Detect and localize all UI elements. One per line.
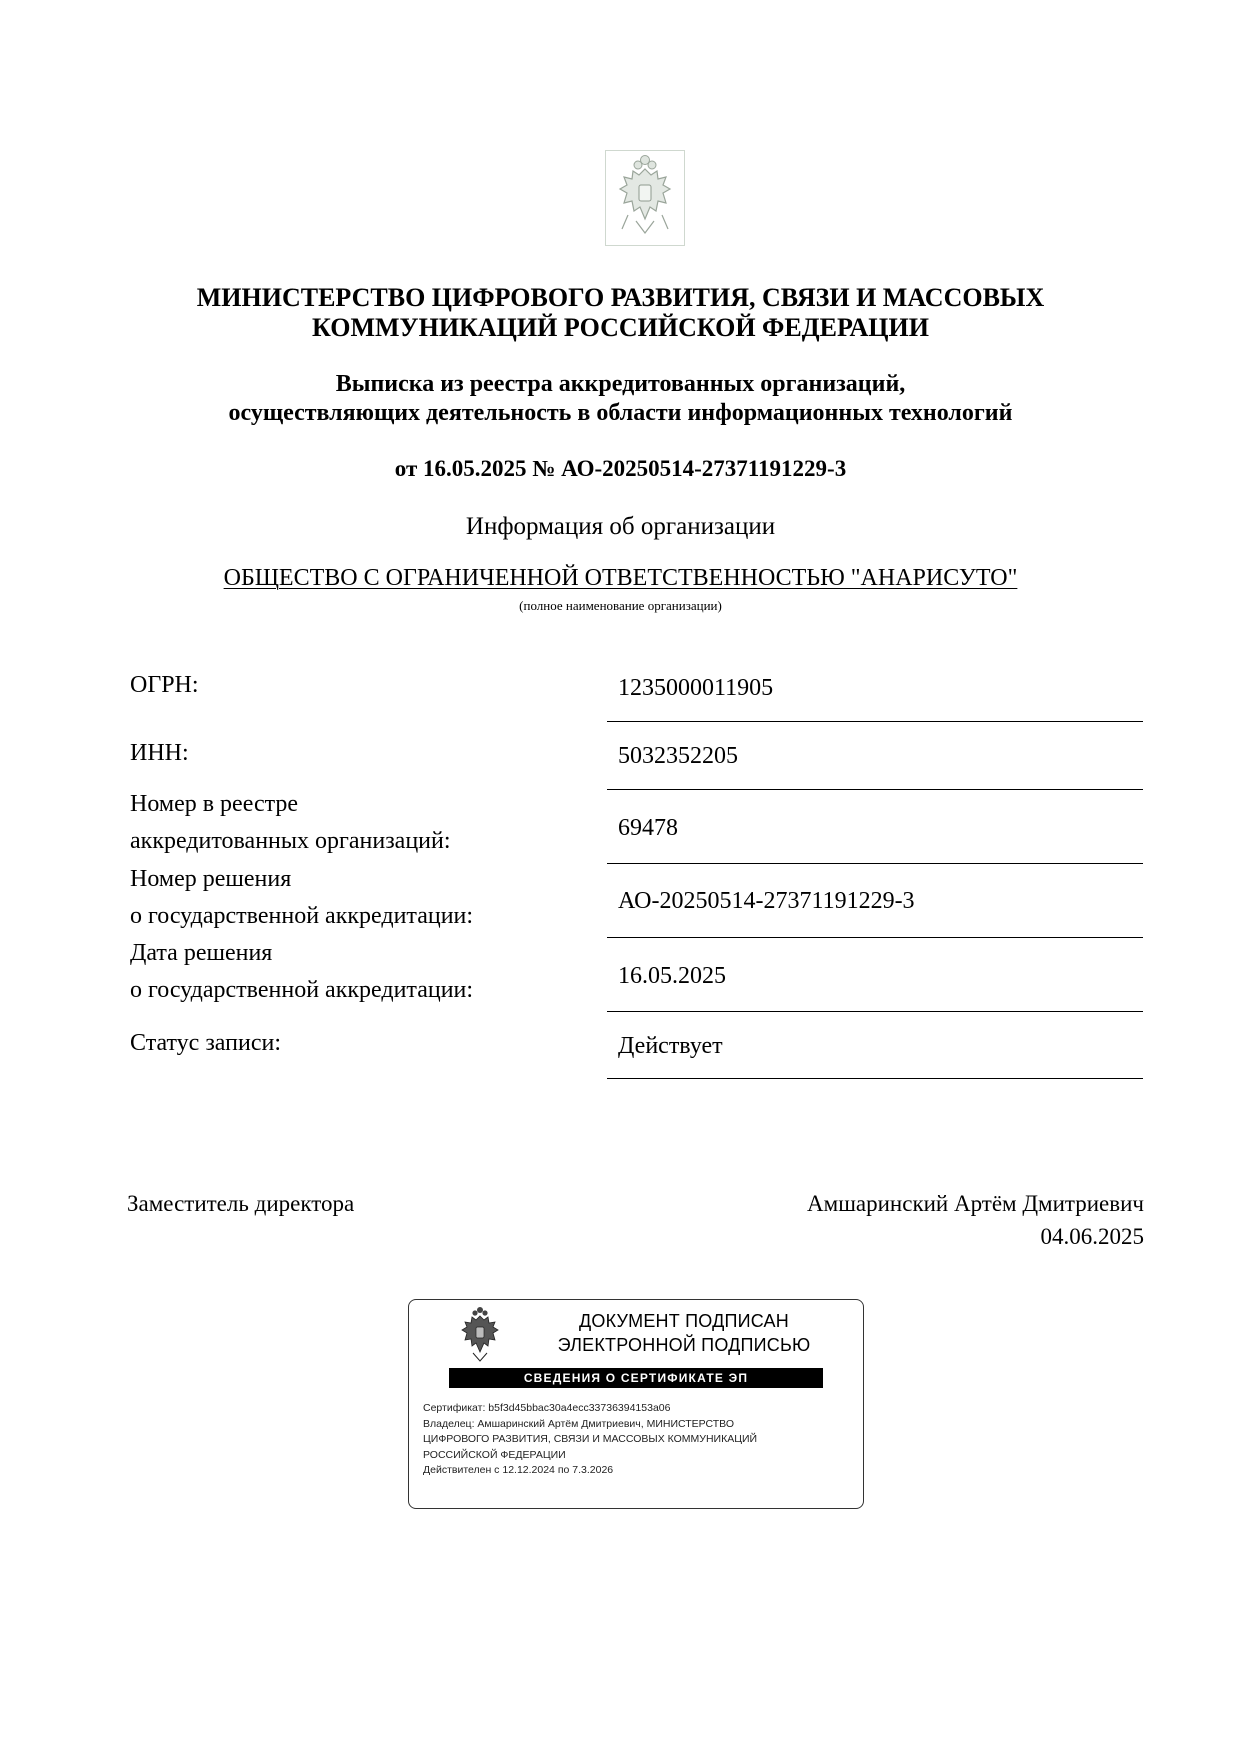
stamp-owner-line-3: РОССИЙСКОЙ ФЕДЕРАЦИИ xyxy=(423,1448,566,1461)
label-inn: ИНН: xyxy=(130,740,189,766)
value-record-status: Действует xyxy=(618,1033,723,1059)
field-divider xyxy=(607,1011,1143,1012)
e-signature-stamp xyxy=(408,1299,864,1509)
ministry-line-2: КОММУНИКАЦИЙ РОССИЙСКОЙ ФЕДЕРАЦИИ xyxy=(312,313,929,342)
ministry-line-1: МИНИСТЕРСТВО ЦИФРОВОГО РАЗВИТИЯ, СВЯЗИ И МАССОВЫХ xyxy=(196,283,1045,312)
document-title xyxy=(0,370,1241,428)
field-divider xyxy=(607,1078,1143,1079)
stamp-owner-line-2: ЦИФРОВОГО РАЗВИТИЯ, СВЯЗИ И МАССОВЫХ КОММУНИКАЦИЙ xyxy=(423,1433,758,1445)
signature-date: 04.06.2025 xyxy=(1040,1224,1144,1249)
stamp-owner-line-1: Владелец: Амшаринский Артём Дмитриевич, МИНИСТЕРСТВО xyxy=(423,1417,735,1430)
stamp-certificate: Сертификат: b5f3d45bbac30a4ecc33736394153a06 xyxy=(423,1402,671,1414)
stamp-validity: Действителен с 12.12.2024 по 7.3.2026 xyxy=(423,1464,614,1476)
coat-of-arms-icon xyxy=(605,150,685,246)
stamp-certificate-details xyxy=(423,1401,853,1479)
signer-position: Заместитель директора xyxy=(127,1191,355,1216)
info-heading: Информация об организации xyxy=(465,513,776,540)
stamp-title-line-2: ЭЛЕКТРОННОЙ ПОДПИСЬЮ xyxy=(557,1335,811,1355)
value-decision-number: АО-20250514-27371191229-3 xyxy=(618,888,915,914)
value-decision-date: 16.05.2025 xyxy=(618,963,726,989)
field-divider xyxy=(607,789,1143,790)
stamp-title xyxy=(509,1309,859,1357)
stamp-title-line-1: ДОКУМЕНТ ПОДПИСАН xyxy=(579,1311,789,1331)
label-registry-number xyxy=(130,786,451,860)
label-registry-number-line-2: аккредитованных организаций: xyxy=(130,828,451,854)
coat-of-arms-icon xyxy=(455,1306,505,1362)
document-number: от 16.05.2025 № АО-20250514-27371191229-3 xyxy=(394,456,847,481)
label-registry-number-line-1: Номер в реестре xyxy=(130,791,299,817)
label-decision-date-line-1: Дата решения xyxy=(130,940,273,966)
value-ogrn: 1235000011905 xyxy=(618,675,774,701)
label-ogrn: ОГРН: xyxy=(130,672,199,698)
field-divider xyxy=(607,937,1143,938)
label-decision-date-line-2: о государственной аккредитации: xyxy=(130,977,474,1003)
organization-name-text: ОБЩЕСТВО С ОГРАНИЧЕННОЙ ОТВЕТСТВЕННОСТЬЮ "АНАРИСУТО" xyxy=(223,565,1018,591)
label-record-status: Статус записи: xyxy=(130,1030,281,1056)
field-divider xyxy=(607,721,1143,722)
stamp-certificate-bar: СВЕДЕНИЯ О СЕРТИФИКАТЕ ЭП xyxy=(449,1368,823,1388)
signer-name: Амшаринский Артём Дмитриевич xyxy=(807,1191,1144,1216)
organization-name-caption: (полное наименование организации) xyxy=(519,598,722,613)
organization-name xyxy=(0,564,1241,592)
ministry-name xyxy=(0,283,1241,343)
title-line-1: Выписка из реестра аккредитованных организаций, xyxy=(335,371,906,397)
value-registry-number: 69478 xyxy=(618,815,678,841)
value-inn: 5032352205 xyxy=(618,743,738,769)
label-decision-number-line-2: о государственной аккредитации: xyxy=(130,903,474,929)
label-decision-number xyxy=(130,861,473,935)
label-decision-date xyxy=(130,935,473,1009)
field-divider xyxy=(607,863,1143,864)
label-decision-number-line-1: Номер решения xyxy=(130,866,292,892)
title-line-2: осуществляющих деятельность в области информационных технологий xyxy=(228,400,1013,426)
